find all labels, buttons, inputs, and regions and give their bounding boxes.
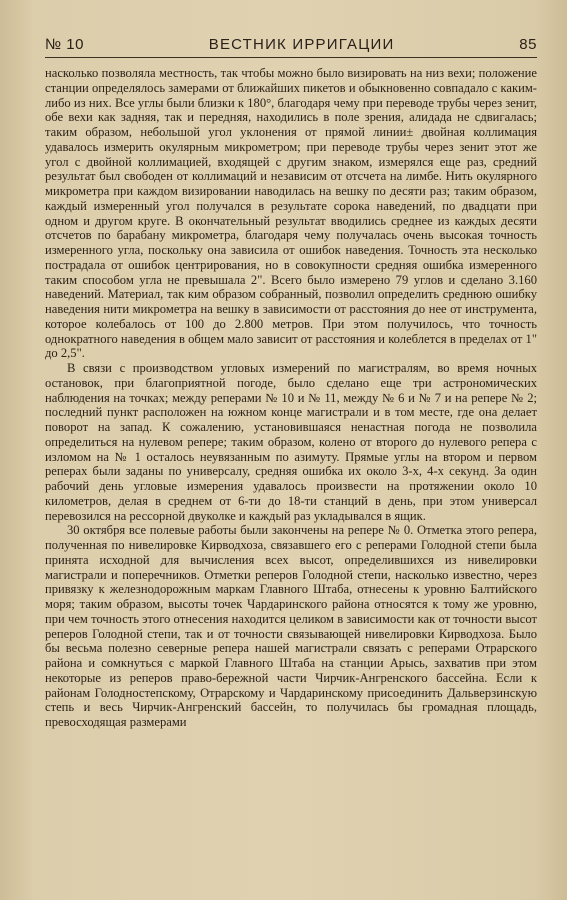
body-text [45, 66, 537, 730]
paragraph-field-works-completed: 30 октября все полевые работы были закончены на репере № 0. Отметка этого репера, полученная по нивелировке Кирводхоза, связавшего его с реперами Голодной степи была принята исходной для вычисления всех высот, определившихся из нивелировки магистрали и поперечников. Отметки реперов Голодной степи, насколько известно, через привязку к железнодорожным маркам Главного Штаба, отнесены к уровню Балтийского моря; таким образом, высоты точек Чардаринского района относятся к тому же уровню, при чем точность этого отнесения находится целиком в зависимости как от точности высот реперов Голодной степи, так и от точности связывающей нивелировки Кирводхоза. Было бы весьма полезно северные репера нашей магистрали связать с реперами Отрарского района и сомкнуться с маркой Главного Штаба на станции Арысь, захватив при этом некоторые из реперов право-бережной части Чирчик-Ангренского бассейна. Если к районам Голодностепскому, Отрарскому и Чардаринскому присоединить Дальверзинскую степь и весь Чирчик-Ангренский бассейн, то получилась бы громадная площадь, превосходящая размерами [45, 523, 537, 729]
running-header [45, 0, 537, 58]
paragraph-angle-measurements: В связи с производством угловых измерений по магистралям, во время ночных остановок, при благоприятной погоде, было сделано еще три астрономических наблюдения на точках; между реперами № 10 и № 11, между № 6 и № 7 и на репере № 2; последний пункт расположен на южном конце магистрали и в том месте, где она делает поворот на запад. К сожалению, установившаяся ненастная погода не позволила определиться на нулевом репере; таким образом, колено от второго до нулевого репера с изломом на № 1 осталось неувязанным по азимуту. Прямые углы на втором и первом реперах были заданы по универсалу, средняя ошибка их около 3-х, 4-х секунд. За один рабочий день угловые измерения удавалось произвести на протяжении около 10 километров, делая в среднем от 6-ти до 18-ти станций в день, при этом универсал перевозился на рессорной двуколке и каждый раз укладывался в ящик. [45, 361, 537, 523]
paragraph-continued: насколько позволяла местность, так чтобы можно было визировать на низ вехи; положение станции определялось замерами от ближайших пикетов и обыкновенно совпадало с каким-либо из них. Все углы были близки к 180°, благодаря чему при переводе трубы через зенит, обе вехи как задняя, так и передняя, находились в поле зрения, алидада не сдвигалась; таким образом, небольшой угол уклонения от прямой линии± двойная коллимация удавалось измерить окулярным микрометром; при переводе трубы через зенит этот же угол с двойной коллимацией, входящей с другим знаком, измерялся еще раз, средний результат был свободен от коллимаций и независим от отсчета на лимбе. Нить окулярного микрометра при каждом визировании наводилась на вешку по десяти раз; таким образом, каждый измеренный угол получался в результате сорока наведений, по двадцати при одном и другом круге. В окончательный результат вводились среднее из каждых десяти отсчетов по барабану микрометра, благодаря чему получалась очень высокая точность измеренного угла, поскольку она зависила от ошибок наведения. Точность эта несколько пострадала от ошибок центрирования, но в совокупности средняя ошибка измеренного таким способом угла не превышала 2". Всего было измерено 79 углов и сделано 3.160 наведений. Материал, так ким образом собранный, позволил определить среднюю ошибку наведения нити микрометра на вешку в зависимости от расстояния до нее от инструмента, которое колебалось от 100 до 2.800 метров. При этом получилось, что точность однократного наведения в общем мало зависит от расстояния и колеблется в пределах от 1" до 2,5". [45, 66, 537, 361]
page-number: 85 [519, 36, 537, 53]
journal-title: ВЕСТНИК ИРРИГАЦИИ [208, 36, 395, 53]
issue-number: № 10 [45, 36, 84, 53]
